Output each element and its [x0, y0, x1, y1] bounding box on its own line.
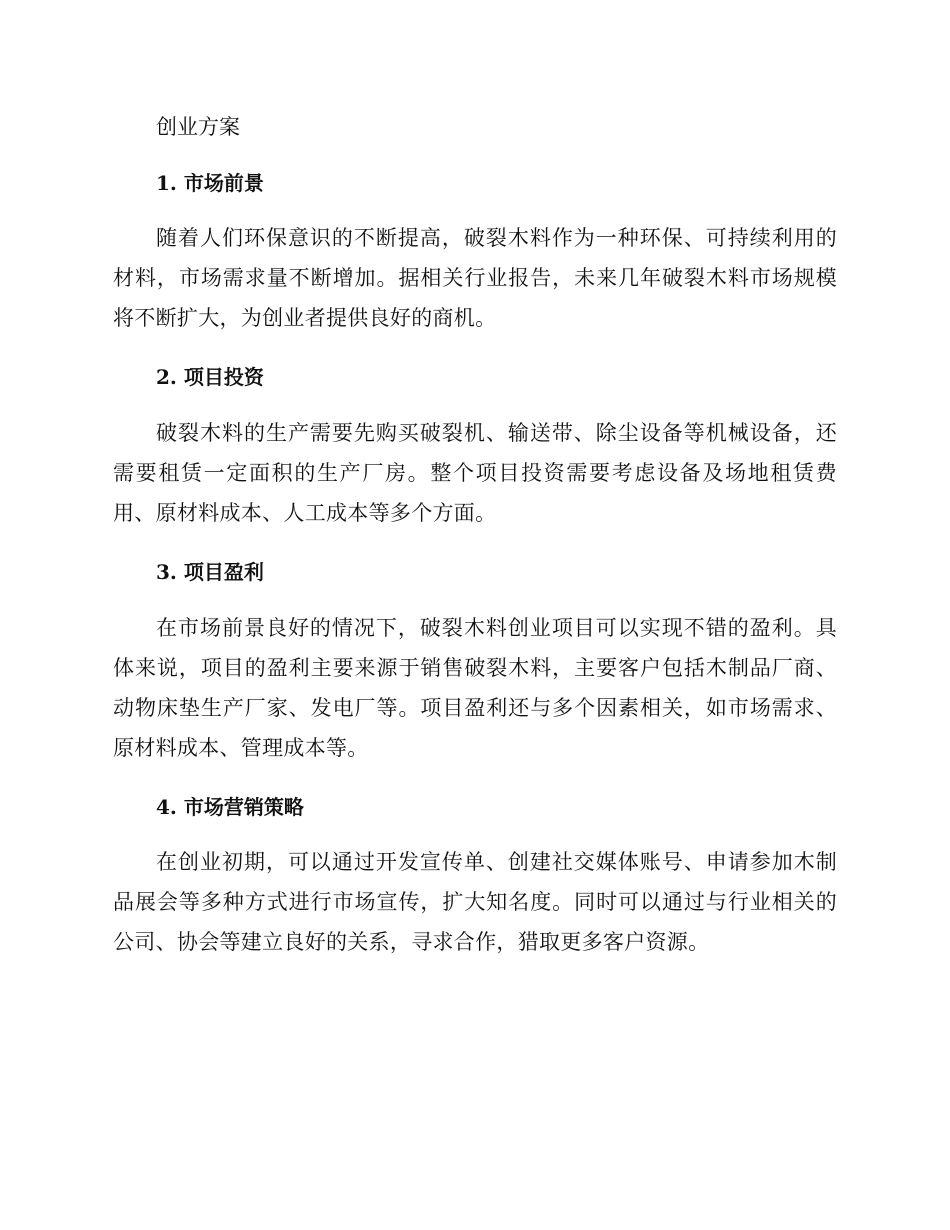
section-heading-profit: 3. 项目盈利 [156, 560, 264, 584]
section-heading-marketing-strategy: 4. 市场营销策略 [156, 795, 304, 819]
section-heading-market-outlook: 1. 市场前景 [156, 171, 264, 195]
section-body-marketing-strategy: 在创业初期，可以通过开发宣传单、创建社交媒体账号、申请参加木制品展会等多种方式进行市场宣传，扩大知名度。同时可以通过与行业相关的公司、协会等建立良好的关系，寻求合作，猎取更多客户资源。 [113, 850, 837, 954]
section-heading-investment: 2. 项目投资 [156, 365, 264, 389]
document-title: 创业方案 [156, 115, 240, 139]
section-body-market-outlook: 随着人们环保意识的不断提高，破裂木料作为一种环保、可持续利用的材料，市场需求量不断增加。据相关行业报告，未来几年破裂木料市场规模将不断扩大，为创业者提供良好的商机。 [113, 226, 837, 330]
section-body-profit: 在市场前景良好的情况下，破裂木料创业项目可以实现不错的盈利。具体来说，项目的盈利主要来源于销售破裂木料，主要客户包括木制品厂商、动物床垫生产厂家、发电厂等。项目盈利还与多个因素相关，如市场需求、原材料成本、管理成本等。 [113, 616, 837, 760]
section-body-investment: 破裂木料的生产需要先购买破裂机、输送带、除尘设备等机械设备，还需要租赁一定面积的生产厂房。整个项目投资需要考虑设备及场地租赁费用、原材料成本、人工成本等多个方面。 [113, 421, 837, 525]
